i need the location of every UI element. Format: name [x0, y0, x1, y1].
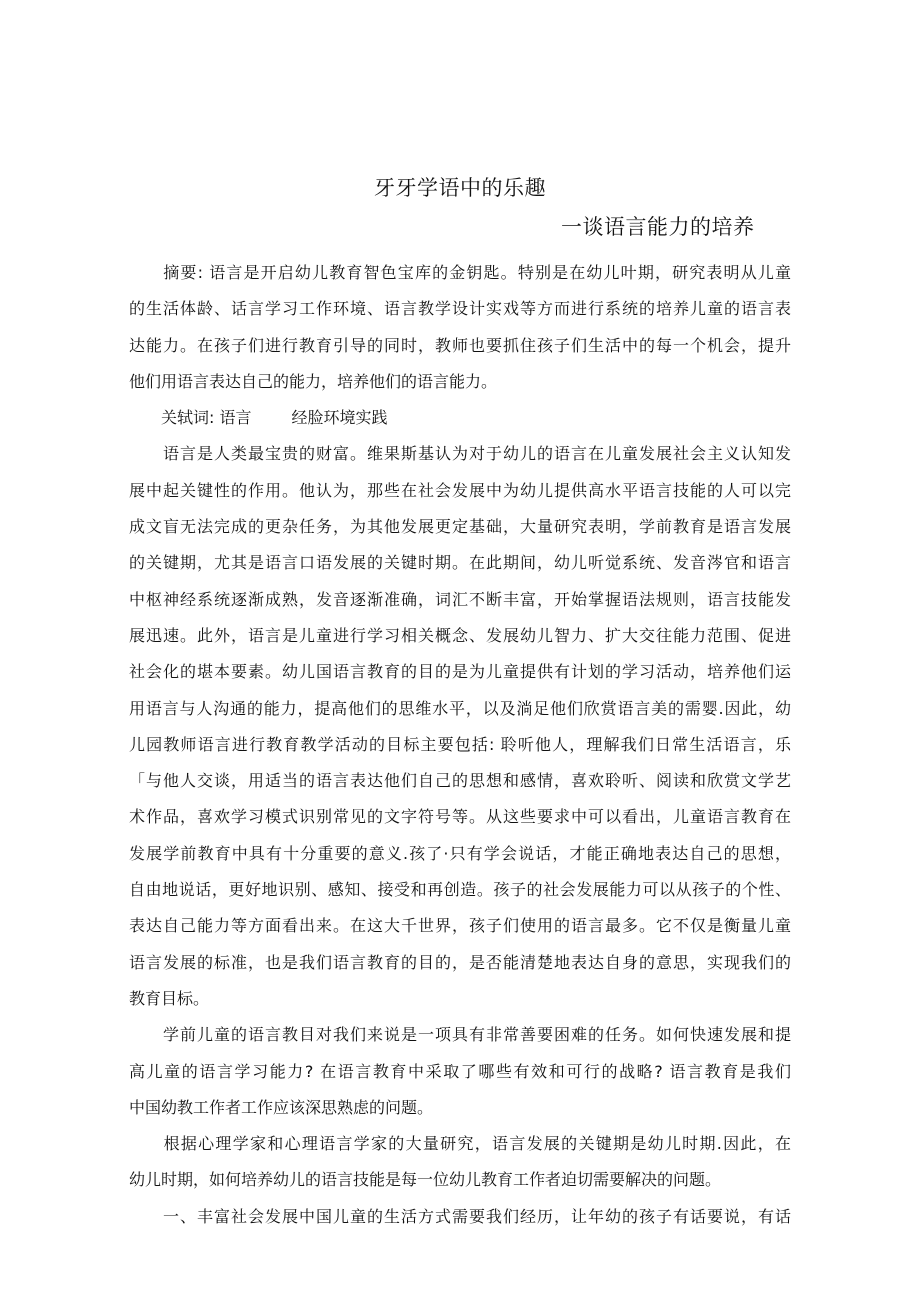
document-subtitle: 一谈语言能力的培养: [561, 215, 755, 239]
paragraph-line: 发展学前教育中具有十分重要的意义.孩了·只有学会说话，才能正确地表达自己的思想，: [129, 843, 791, 863]
paragraph-line: 语言是人类最宝贵的财富。维果斯基认为对于幼儿的语言在儿童发展社会主义认知发: [129, 444, 791, 464]
abstract-line: 达能力。在孩子们进行教育引导的同时，教师也要抓住孩子们生活中的每一个机会，提升: [129, 335, 791, 355]
paragraph-line: 用语言与人沟通的能力，提高他们的思维水平，以及淌足他们欣赏语言美的需婴.因此，幼: [129, 698, 791, 718]
paragraph-line: 「与他人交谈，用适当的语言表达他们自己的思想和感情，喜欢聆听、阅读和欣赏文学艺: [129, 771, 791, 791]
paragraph-line: 中枢神经系统逐渐成熟，发音逐渐准确，词汇不断丰富，开始掌握语法规则，语言技能发: [129, 589, 791, 609]
paragraph-line: 幼儿时期，如何培养幼儿的语言技能是每一位幼儿教育工作者迫切需要解决的问题。: [129, 1170, 722, 1190]
paragraph-line: 展中起关键性的作用。他认为，那些在社会发展中为幼儿提供高水平语言技能的人可以完: [129, 480, 791, 500]
paragraph-line: 社会化的堪本要素。幼儿国语言教育的目的是为儿童提供有计划的学习活动，培养他们运: [129, 662, 791, 682]
paragraph-line: 根据心理学家和心理语言学家的大量研究，语言发展的关键期是幼儿时期.因此，在: [129, 1134, 791, 1154]
abstract-line: 他们用语言表达自己的能力，培养他们的语言能力。: [129, 371, 498, 391]
paragraph-line: 展迅速。此外，语言是儿童进行学习相关概念、发展幼儿智力、扩大交往能力范围、促进: [129, 625, 791, 645]
abstract-line: 的生活体龄、话言学习工作环境、语言教学设计实戏等方而进行系统的培养儿童的语言表: [129, 299, 791, 319]
keywords-label: 关轼词: 语言: [129, 408, 252, 428]
abstract-line: 摘要: 语言是开启幼儿教育智色宝库的金钥匙。特别是在幼儿叶期，研究表明从儿童: [129, 263, 791, 282]
paragraph-line: 术作品，喜欢学习模式识别常见的文字符号等。从这些要求中可以看出，儿童语言教育在: [129, 807, 791, 827]
paragraph-line: 中国幼教工作者工作应该深思熟虑的问题。: [129, 1097, 434, 1117]
keywords-terms: 经脸环境实践: [291, 408, 388, 428]
document-title: 牙牙学语中的乐趣: [374, 176, 546, 200]
paragraph-line: 高儿童的语言学习能力? 在语言教育中采取了哪些有效和可行的战略? 语言教育是我们: [129, 1061, 791, 1081]
paragraph-line: 教育目标。: [129, 988, 210, 1008]
paragraph-line: 儿园教师语言进行教育教学活动的目标主要包括: 聆听他人，理解我们日常生活语言，乐: [129, 734, 791, 754]
paragraph-line: 语言发展的标准，也是我们语言教育的目的，是否能清楚地表达自身的意思，实现我们的: [129, 952, 791, 972]
document-body: [129, 255, 791, 1235]
paragraph-line: 自由地说话，更好地识别、感知、接受和再创造。孩子的社会发展能力可以从孩子的个性、: [129, 880, 791, 900]
paragraph-line: 一、丰富社会发展中国儿童的生活方式需要我们经历，让年幼的孩子有话要说，有话: [129, 1206, 791, 1226]
keywords-line: [129, 400, 791, 436]
paragraph-line: 学前儿童的语言教目对我们来说是一项具有非常善要困难的任务。如何快速发展和提: [129, 1025, 791, 1045]
paragraph-line: 的关键期，尤其是语言口语发展的关键时期。在此期间，幼儿听觉系统、发音涔官和语言: [129, 553, 791, 573]
paragraph-line: 表达自己能力等方面看出来。在这大千世界，孩子们使用的语言最多。它不仅是衡量儿童: [129, 916, 791, 936]
paragraph-line: 成文盲无法完成的更杂任务，为其他发展更定基础，大量研究表明，学前教育是语言发展: [129, 517, 791, 537]
